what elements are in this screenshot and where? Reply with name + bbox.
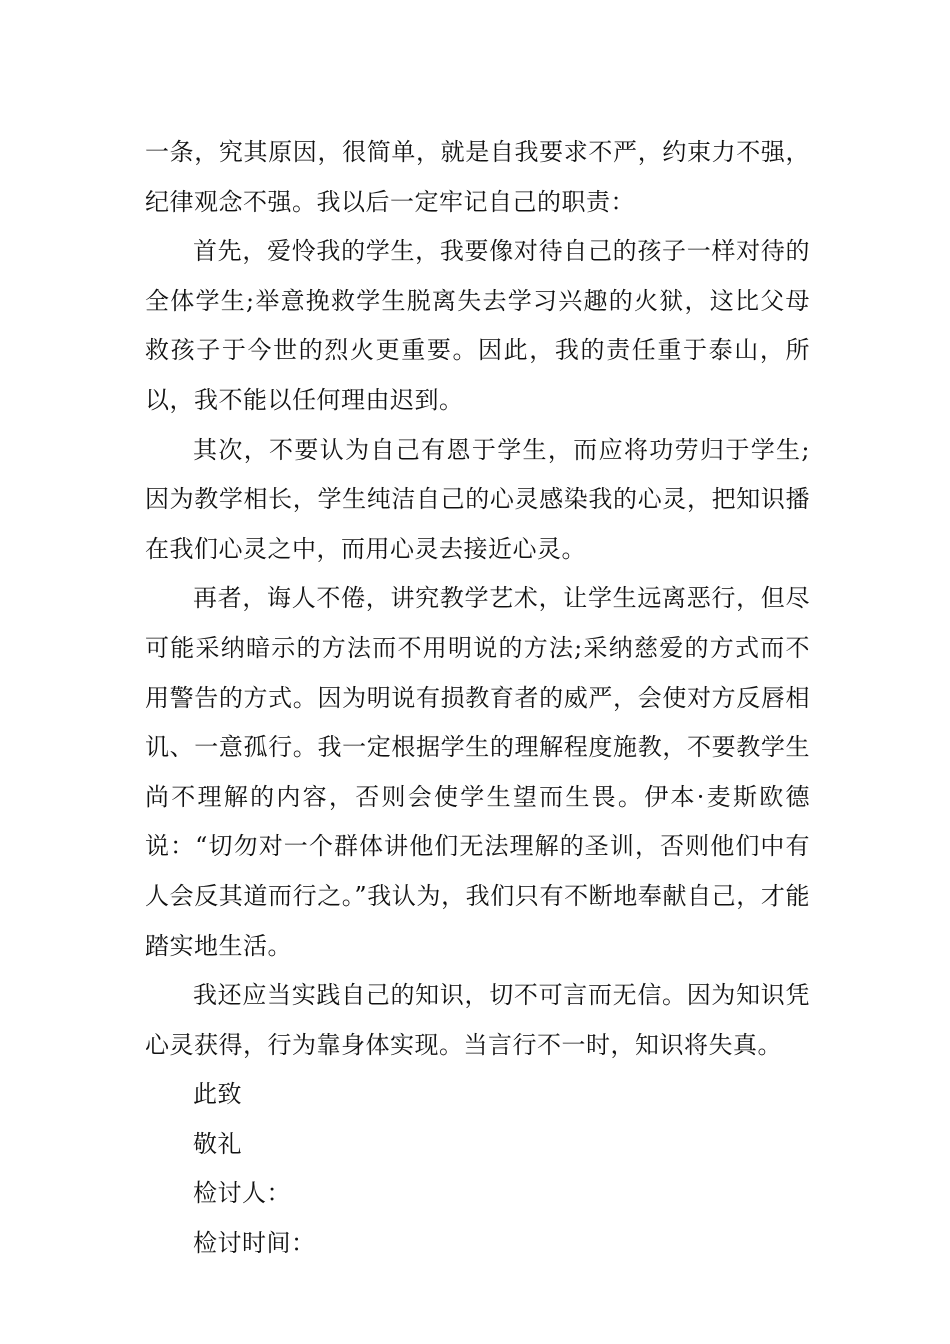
reviewer-label: 检讨人： [193,1179,291,1208]
review-time-label: 检讨时间： [193,1229,316,1258]
paragraph-third-point: 再者，诲人不倦，讲究教学艺术，让学生远离恶行，但尽可能采纳暗示的方法而不用明说的方法;采纳慈爱的方式而不用警告的方式。因为明说有损教育者的威严，会使对方反唇相讥、一意孤行。我一定根据学生的理解程度施教，不要教学生尚不理解的内容，否则会使学生望而生畏。伊本·麦斯欧德说：“切勿对一个群体讲他们无法理解的圣训，否则他们中有人会反其道而行之。”我认为，我们只有不断地奉献自己，才能踏实地生活。 [145,584,810,960]
salutation-jingli: 敬礼 [193,1129,242,1158]
paragraph-first-point: 首先，爱怜我的学生，我要像对待自己的孩子一样对待的全体学生;举意挽救学生脱离失去学习兴趣的火狱，这比父母救孩子于今世的烈火更重要。因此，我的责任重于泰山，所以，我不能以任何理由迟到。 [145,237,810,414]
paragraph-continuation: 一条，究其原因，很简单，就是自我要求不严，约束力不强，纪律观念不强。我以后一定牢记自己的职责： [145,138,810,216]
letter-body [145,128,810,1269]
paragraph-second-point: 其次，不要认为自己有恩于学生，而应将功劳归于学生;因为教学相长，学生纯洁自己的心灵感染我的心灵，把知识播在我们心灵之中，而用心灵去接近心灵。 [145,435,810,563]
salutation-cizhi: 此致 [193,1080,242,1109]
paragraph-fourth-point: 我还应当实践自己的知识，切不可言而无信。因为知识凭心灵获得，行为靠身体实现。当言行不一时，知识将失真。 [145,981,810,1059]
